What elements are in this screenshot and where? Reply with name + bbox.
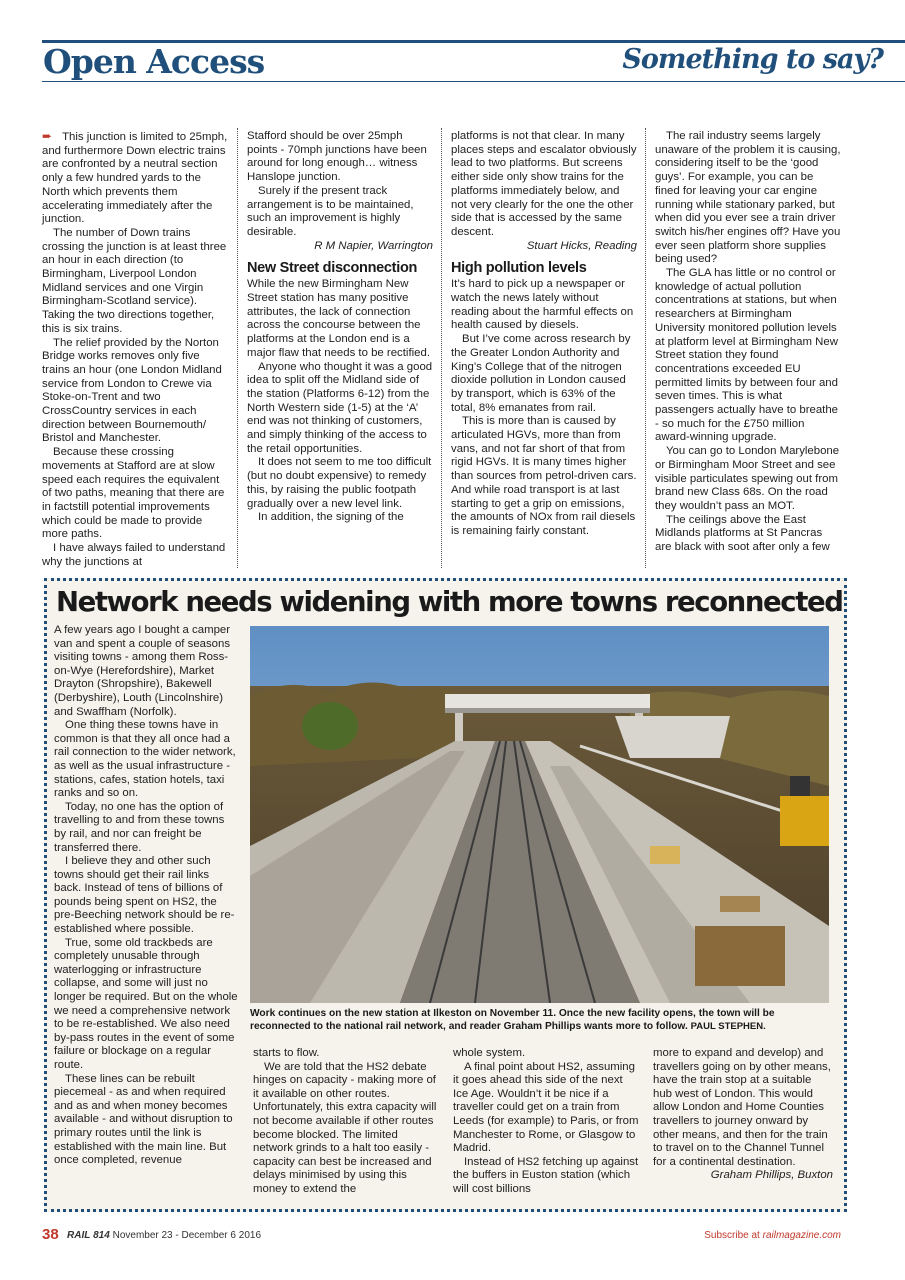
paragraph: The relief provided by the Norton Bridge works removes only five trains an hour (one London Midland service from London to Crewe via Stoke-on-Trent and two CrossCountry services in each direction between Bournemouth/ Bristol and Manchester. — [42, 336, 222, 445]
letter-signature: R M Napier, Warrington — [314, 239, 433, 252]
ilkeston-station-image — [250, 626, 829, 1003]
magazine-name: RAIL — [67, 1230, 91, 1241]
column-divider — [441, 128, 442, 568]
paragraph: One thing these towns have in common is that they all once had a rail connection to the wider network, as well as the usual infrastructure - stations, cafes, station hotels, taxi ranks and so on. — [54, 719, 236, 800]
paragraph: True, some old trackbeds are completely unusable through waterlogging or infrastructure collapse, and some will just no longer be required. But on the whole we need a comprehensive network to be re-established. We also need by-pass routes in the event of some failure or blockage on a regular route. — [54, 936, 238, 1071]
header-rule-thin — [42, 81, 905, 82]
letter-heading: High pollution levels — [451, 260, 587, 277]
letters-column-4 — [655, 130, 841, 555]
column-divider — [645, 128, 646, 568]
paragraph: whole system. — [453, 1047, 526, 1059]
paragraph: It does not seem to me too difficult (but no doubt expensive) to remedy this, by raising the public footpath gradually over a new level link. — [247, 456, 432, 510]
feature-headline: Network needs widening with more towns reconnected — [56, 586, 843, 618]
paragraph: But I’ve come across research by the Greater London Authority and King’s College that of the nitrogen dioxide pollution in London caused by transport, which is 63% of the total, 8% emanates from rail. — [451, 333, 631, 414]
paragraph: A final point about HS2, assuming it goes ahead this side of the next Ice Age. Wouldn’t it be nice if a traveller could get on a train from Leeds (for example) to Paris, or from Manchester to Rome, or Glasgow to Madrid. — [453, 1060, 639, 1155]
magazine-issue — [67, 1230, 261, 1241]
paragraph: starts to flow. — [253, 1047, 320, 1059]
photo-caption — [250, 1007, 830, 1033]
letters-column-1 — [42, 130, 228, 570]
issue-dates: November 23 - December 6 2016 — [112, 1230, 262, 1241]
paragraph: platforms is not that clear. In many places steps and escalator obviously lead to two platforms. But screens either side only show trains for the platforms immediately below, and not very clearly for the one the other side that is accessed by the same descent. — [451, 130, 637, 238]
paragraph: The GLA has little or no control or knowledge of actual pollution concentrations at stations, but when researchers at Birmingham University monitored pollution levels at platform level at Birmingham New Street station they found concentrations exceeded EU permitted limits by between four and seven times. This is what passengers actually have to breathe - so much for the £750 million award-winning upgrade. — [655, 267, 839, 444]
page-number: 38 — [42, 1226, 59, 1243]
feature-column-2 — [253, 1047, 439, 1197]
feature-column-4 — [653, 1047, 833, 1183]
paragraph: Instead of HS2 fetching up against the buffers in Euston station (which will cost billions — [453, 1155, 639, 1195]
paragraph: I have always failed to understand why the junctions at — [42, 542, 226, 568]
column-divider — [237, 128, 238, 568]
feature-column-3 — [453, 1047, 639, 1197]
section-tag: Something to say? — [622, 44, 883, 75]
feature-column-1 — [54, 624, 238, 1168]
issue-number: 814 — [93, 1230, 110, 1241]
paragraph: more to expand and develop) and travellers going on by other means, have the train stop at a suitable hub west of London. This would allow London and Home Counties travellers to journey onward by other means, and then for the train to travel on to the Channel Tunnel for a continental destination. — [653, 1047, 831, 1168]
paragraph: The ceilings above the East Midlands platforms at St Pancras are black with soot after only a few — [655, 513, 830, 554]
paragraph: While the new Birmingham New Street station has many positive attributes, the lack of connection across the concourse between the platforms at the London end is a major flaw that needs to be rectified. — [247, 278, 430, 359]
paragraph: We are told that the HS2 debate hinges on capacity - making more of it available on other routes. Unfortunately, this extra capacity will not become available if other routes become blocked. The limited network grinds to a halt too easily - capacity can best be increased and delays minimised by using this money to extend the — [253, 1060, 437, 1195]
red-arrow-icon: ➨ — [42, 129, 53, 143]
feature-signature: Graham Phillips, Buxton — [710, 1169, 833, 1182]
paragraph: Because these crossing movements at Stafford are at slow speed each requires the equivalent of two paths, meaning that there are in factstill potential improvements which could be made to provide more paths. — [42, 446, 225, 541]
letters-column-2 — [247, 130, 433, 525]
letter-signature: Stuart Hicks, Reading — [526, 239, 637, 252]
paragraph: The number of Down trains crossing the junction is at least three an hour in each direction (to Birmingham, Liverpool London Midland services and one Virgin Birmingham-Scotland service). Taking the two directions together, this is six trains. — [42, 226, 227, 335]
paragraph: The rail industry seems largely unaware of the problem it is causing, considering itself to be the ‘good guys’. For example, you can be fined for leaving your car engine running while stationary parked, but when did you ever see a train driver switch his/her engines off? Have you ever seen platform shore supplies being used? — [655, 130, 841, 266]
paragraph: A few years ago I bought a camper van and spent a couple of seasons visiting towns - among them Ross-on-Wye (Herefordshire), Market Drayton (Shropshire), Bakewell (Derbyshire), Louth (Lincolnshire) and Swaffham (Norfolk). — [54, 624, 231, 718]
letters-column-3 — [451, 130, 637, 539]
paragraph: In addition, the signing of the — [258, 511, 404, 524]
paragraph: ➨ This junction is limited to 25mph, and furthermore Down electric trains are confronted by a neutral section only a few hundred yards to the North which prevents them accelerating immediately after the junction. — [42, 129, 228, 226]
paragraph: You can go to London Marylebone or Birmingham Moor Street and see visible particulates spewing out from brand new Class 68s. On the road they wouldn’t pass an MOT. — [655, 445, 840, 512]
paragraph: These lines can be rebuilt piecemeal - as and when required and as and when money becomes available - and without disruption to primary routes until the link is established with the main line. But once completed, revenue — [54, 1072, 233, 1167]
paragraph: Anyone who thought it was a good idea to split off the Midland side of the station (Platforms 6-12) from the North Western side (1-5) at the ‘A’ end was not thinking of customers, and simply thinking of the access to the retail opportunities. — [247, 360, 433, 455]
paragraph: Today, no one has the option of travelling to and from these towns by rail, and nor can freight be transferred there. — [54, 800, 225, 854]
station-photo — [250, 626, 829, 1003]
paragraph: Stafford should be over 25mph points - 70mph junctions have been around for long enough… witness Hanslope junction. — [247, 130, 427, 184]
photo-credit: PAUL STEPHEN. — [690, 1021, 766, 1032]
letter-heading: New Street disconnection — [247, 260, 418, 277]
paragraph: I believe they and other such towns should get their rail links back. Instead of tens of billions of pounds being spent on HS2, the pre-Beeching network should be re-established where possible. — [54, 855, 235, 936]
paragraph: It’s hard to pick up a newspaper or watch the news lately without reading about the harmful effects on health caused by diesels. — [451, 278, 634, 332]
subscribe-prefix: Subscribe at — [704, 1230, 763, 1241]
paragraph: Surely if the present track arrangement is to be maintained, such an improvement is highly desirable. — [247, 184, 414, 238]
subscribe-link[interactable] — [704, 1230, 841, 1241]
paragraph: This is more than is caused by articulated HGVs, more than from vans, and not far short of that from rigid HGVs. It is many times higher than sources from petrol-driven cars. And while road transport is at last starting to get a grip on emissions, the amounts of NOx from rail diesels is remaining fairly constant. — [451, 415, 637, 537]
caption-text: Work continues on the new station at Ilkeston on November 11. Once the new facility opens, the town will be reconnected to the national rail network, and reader Graham Phillips wants more to follow. — [250, 1008, 775, 1032]
section-title: Open Access — [43, 42, 265, 81]
subscribe-url[interactable]: railmagazine.com — [762, 1230, 841, 1241]
